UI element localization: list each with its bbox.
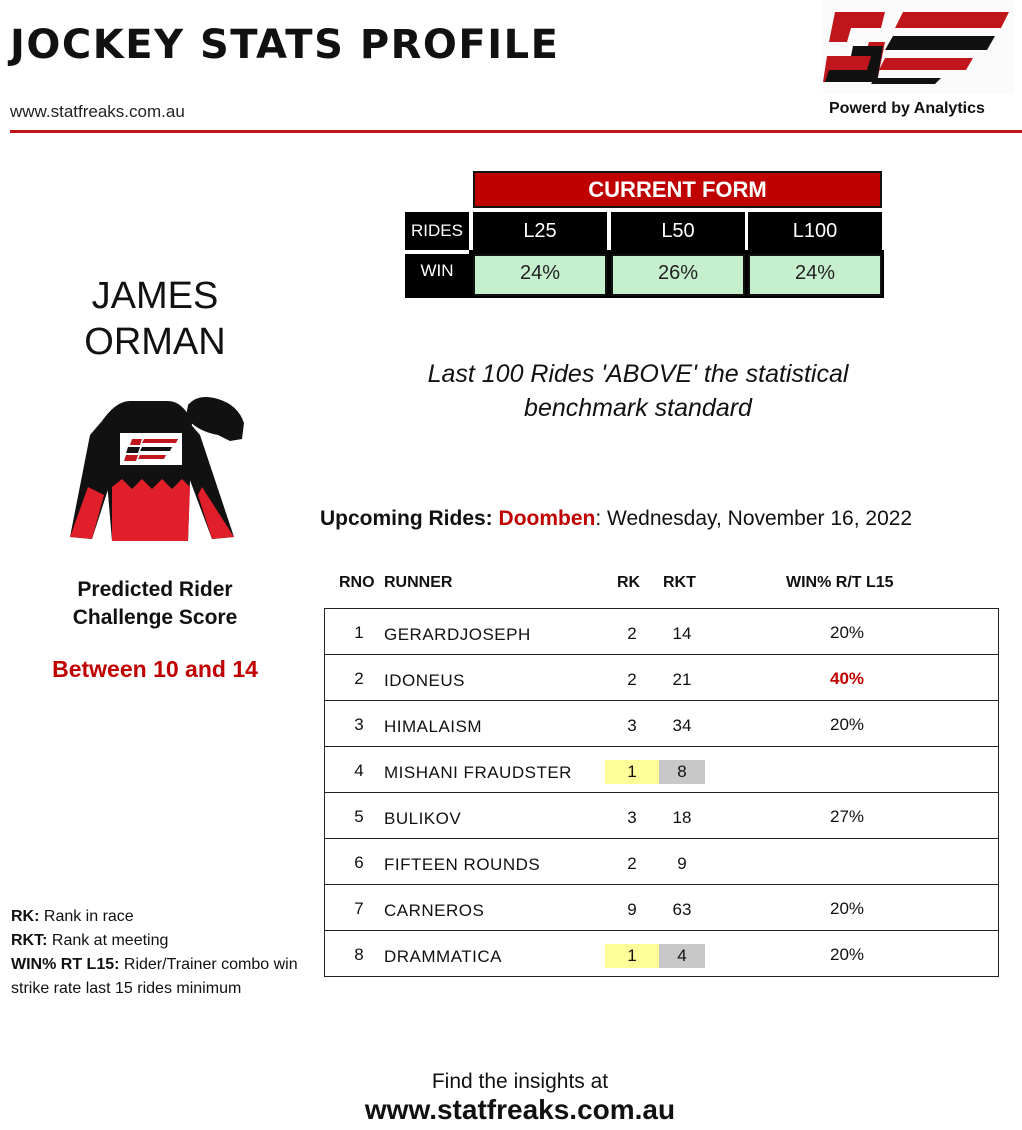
cell-rkt: 21 bbox=[672, 670, 692, 689]
cell-rno: 1 bbox=[354, 623, 364, 642]
cell-runner: DRAMMATICA bbox=[384, 947, 503, 966]
rider-last-name: ORMAN bbox=[84, 321, 226, 363]
cell-rno: 8 bbox=[354, 945, 364, 964]
win-row-label: WIN bbox=[405, 254, 469, 298]
header-divider bbox=[10, 130, 1022, 133]
cell-win: 20% bbox=[829, 899, 865, 918]
footer-tagline: Find the insights at bbox=[431, 1070, 609, 1093]
current-form-heading: CURRENT FORM bbox=[473, 171, 882, 208]
win-l100-value: 24% bbox=[748, 254, 882, 296]
legend-win bbox=[11, 953, 311, 1001]
rider-name bbox=[40, 273, 270, 365]
cell-runner: FIFTEEN ROUNDS bbox=[384, 855, 541, 874]
legend bbox=[11, 905, 311, 1001]
cell-rno: 7 bbox=[354, 899, 364, 918]
col-header-rk: RK bbox=[617, 574, 641, 591]
legend-win-key: WIN% RT L15: bbox=[11, 956, 120, 973]
win-l50-value: 26% bbox=[611, 254, 745, 296]
col-header-rno: RNO bbox=[339, 574, 375, 591]
cell-rkt: 34 bbox=[672, 716, 692, 735]
legend-rk bbox=[11, 905, 311, 929]
footer-url-link[interactable]: www.statfreaks.com.au bbox=[364, 1094, 676, 1125]
legend-rkt-text: Rank at meeting bbox=[47, 932, 169, 949]
col-header-win: WIN% R/T L15 bbox=[786, 574, 894, 591]
legend-rkt-key: RKT: bbox=[11, 932, 48, 949]
cell-rk: 3 bbox=[627, 716, 637, 735]
win-l25-value: 24% bbox=[473, 254, 607, 296]
cell-rkt: 14 bbox=[672, 624, 692, 643]
col-l100: L100 bbox=[748, 212, 882, 250]
website-link[interactable]: www.statfreaks.com.au bbox=[10, 102, 185, 121]
table-row[interactable] bbox=[325, 747, 998, 793]
cell-runner: GERARDJOSEPH bbox=[384, 625, 531, 644]
benchmark-statement bbox=[380, 357, 896, 425]
col-l50: L50 bbox=[611, 212, 745, 250]
statement-line-1: Last 100 Rides 'ABOVE' the statistical bbox=[427, 360, 849, 388]
table-row[interactable] bbox=[325, 655, 998, 701]
legend-rk-text: Rank in race bbox=[39, 908, 134, 925]
cell-rk: 1 bbox=[605, 944, 659, 968]
challenge-score-label-line-1: Predicted Rider bbox=[77, 578, 233, 601]
page-title: JOCKEY STATS PROFILE bbox=[10, 22, 560, 68]
legend-win-text: Rider/Trainer combo win strike rate last 15 rides minimum bbox=[11, 956, 298, 997]
legend-rkt bbox=[11, 929, 311, 953]
cell-win: 20% bbox=[829, 623, 865, 642]
cell-rk: 2 bbox=[627, 854, 637, 873]
cell-rk: 2 bbox=[627, 670, 637, 689]
jockey-silks-icon bbox=[68, 395, 248, 550]
cell-rkt: 9 bbox=[677, 854, 687, 873]
table-row[interactable] bbox=[325, 931, 998, 977]
table-row[interactable] bbox=[325, 885, 998, 931]
upcoming-rides-heading bbox=[320, 507, 912, 531]
statement-line-2: benchmark standard bbox=[524, 394, 752, 422]
challenge-score-value: Between 10 and 14 bbox=[52, 656, 258, 682]
table-row[interactable] bbox=[325, 839, 998, 885]
cell-rno: 5 bbox=[354, 807, 364, 826]
upcoming-label: Upcoming Rides: bbox=[320, 507, 493, 530]
cell-rno: 4 bbox=[354, 761, 364, 780]
cell-rk: 1 bbox=[605, 760, 659, 784]
rides-table bbox=[324, 608, 999, 977]
upcoming-date: : Wednesday, November 16, 2022 bbox=[595, 507, 913, 530]
cell-win: 40% bbox=[829, 669, 865, 688]
cell-rno: 6 bbox=[354, 853, 364, 872]
legend-rk-key: RK: bbox=[11, 908, 40, 925]
cell-rk: 3 bbox=[627, 808, 637, 827]
cell-runner: MISHANI FRAUDSTER bbox=[384, 763, 572, 782]
challenge-score-label-line-2: Challenge Score bbox=[72, 606, 238, 629]
cell-rk: 2 bbox=[627, 624, 637, 643]
table-row[interactable] bbox=[325, 793, 998, 839]
table-row[interactable] bbox=[325, 609, 998, 655]
cell-rkt: 18 bbox=[672, 808, 692, 827]
cell-rkt: 4 bbox=[659, 944, 705, 968]
cell-rno: 3 bbox=[354, 715, 364, 734]
cell-runner: BULIKOV bbox=[384, 809, 462, 828]
statfreaks-logo bbox=[823, 0, 1014, 94]
col-header-rkt: RKT bbox=[663, 574, 696, 591]
cell-runner: HIMALAISM bbox=[384, 717, 483, 736]
cell-rkt: 63 bbox=[672, 900, 692, 919]
table-row[interactable] bbox=[325, 701, 998, 747]
cell-win: 20% bbox=[829, 715, 865, 734]
cell-runner: IDONEUS bbox=[384, 671, 465, 690]
cell-rkt: 8 bbox=[659, 760, 705, 784]
cell-win: 20% bbox=[829, 945, 865, 964]
rider-first-name: JAMES bbox=[91, 275, 219, 317]
powered-by-text: Powerd by Analytics bbox=[829, 100, 985, 117]
cell-win: 27% bbox=[829, 807, 865, 826]
cell-rk: 9 bbox=[627, 900, 637, 919]
cell-rno: 2 bbox=[354, 669, 364, 688]
upcoming-venue: Doomben bbox=[498, 507, 596, 530]
rides-row-label: RIDES bbox=[405, 212, 469, 250]
col-l25: L25 bbox=[473, 212, 607, 250]
col-header-runner: RUNNER bbox=[384, 574, 453, 591]
challenge-score-label bbox=[40, 576, 270, 632]
cell-runner: CARNEROS bbox=[384, 901, 485, 920]
